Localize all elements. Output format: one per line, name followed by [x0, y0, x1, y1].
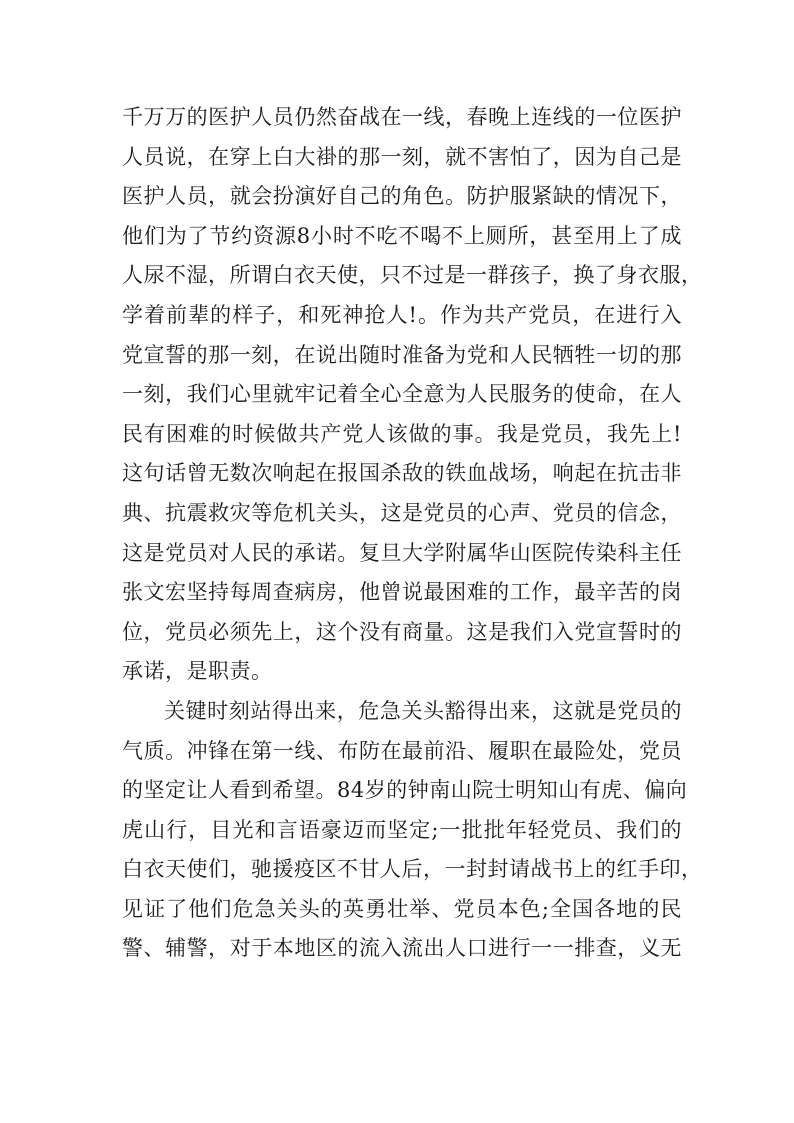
paragraph-1	[122, 98, 703, 692]
text-line: 关键时刻站得出来，危急关头豁得出来，这就是党员的	[164, 698, 682, 723]
text-line: 千万万的医护人员仍然奋战在一线，春晚上连线的一位医护	[122, 105, 682, 129]
text-line: 人员说，在穿上白大褂的那一刻，就不害怕了，因为自己是	[122, 144, 682, 169]
text-line: 人尿不湿，所谓白衣天使，只不过是一群孩子，换了身衣服，	[122, 263, 703, 288]
document-body	[122, 98, 703, 969]
text-line: 他们为了节约资源8小时不吃不喝不上厕所，甚至用上了成	[122, 223, 682, 248]
text-line: 见证了他们危急关头的英勇壮举、党员本色;全国各地的民	[122, 896, 682, 921]
text-line: 白衣天使们，驰援疫区不甘人后，一封封请战书上的红手印，	[122, 857, 703, 882]
text-line: 的坚定让人看到希望。84岁的钟南山院士明知山有虎、偏向	[122, 778, 688, 803]
text-line: 典、抗震救灾等危机关头，这是党员的心声、党员的信念，	[122, 500, 682, 525]
paragraph-2	[122, 692, 703, 969]
text-line: 警、辅警，对于本地区的流入流出人口进行一一排查，义无	[122, 936, 682, 961]
text-line: 虎山行，目光和言语豪迈而坚定;一批批年轻党员、我们的	[122, 817, 682, 842]
text-line: 党宣誓的那一刻，在说出随时准备为党和人民牺牲一切的那	[122, 342, 682, 367]
text-line: 这是党员对人民的承诺。复旦大学附属华山医院传染科主任	[122, 540, 682, 565]
text-line: 承诺，是职责。	[122, 659, 273, 684]
text-line: 这句话曾无数次响起在报国杀敌的铁血战场，响起在抗击非	[122, 461, 682, 486]
text-line: 张文宏坚持每周查病房，他曾说最困难的工作，最辛苦的岗	[122, 580, 682, 605]
text-line: 医护人员，就会扮演好自己的角色。防护服紧缺的情况下，	[122, 184, 682, 209]
text-line: 气质。冲锋在第一线、布防在最前沿、履职在最险处，党员	[122, 738, 682, 763]
text-line: 民有困难的时候做共产党人该做的事。我是党员，我先上!	[122, 421, 682, 446]
text-line: 位，党员必须先上，这个没有商量。这是我们入党宣誓时的	[122, 619, 682, 644]
text-line: 一刻，我们心里就牢记着全心全意为人民服务的使命，在人	[122, 382, 682, 407]
text-line: 学着前辈的样子，和死神抢人!。作为共产党员，在进行入	[122, 302, 682, 327]
